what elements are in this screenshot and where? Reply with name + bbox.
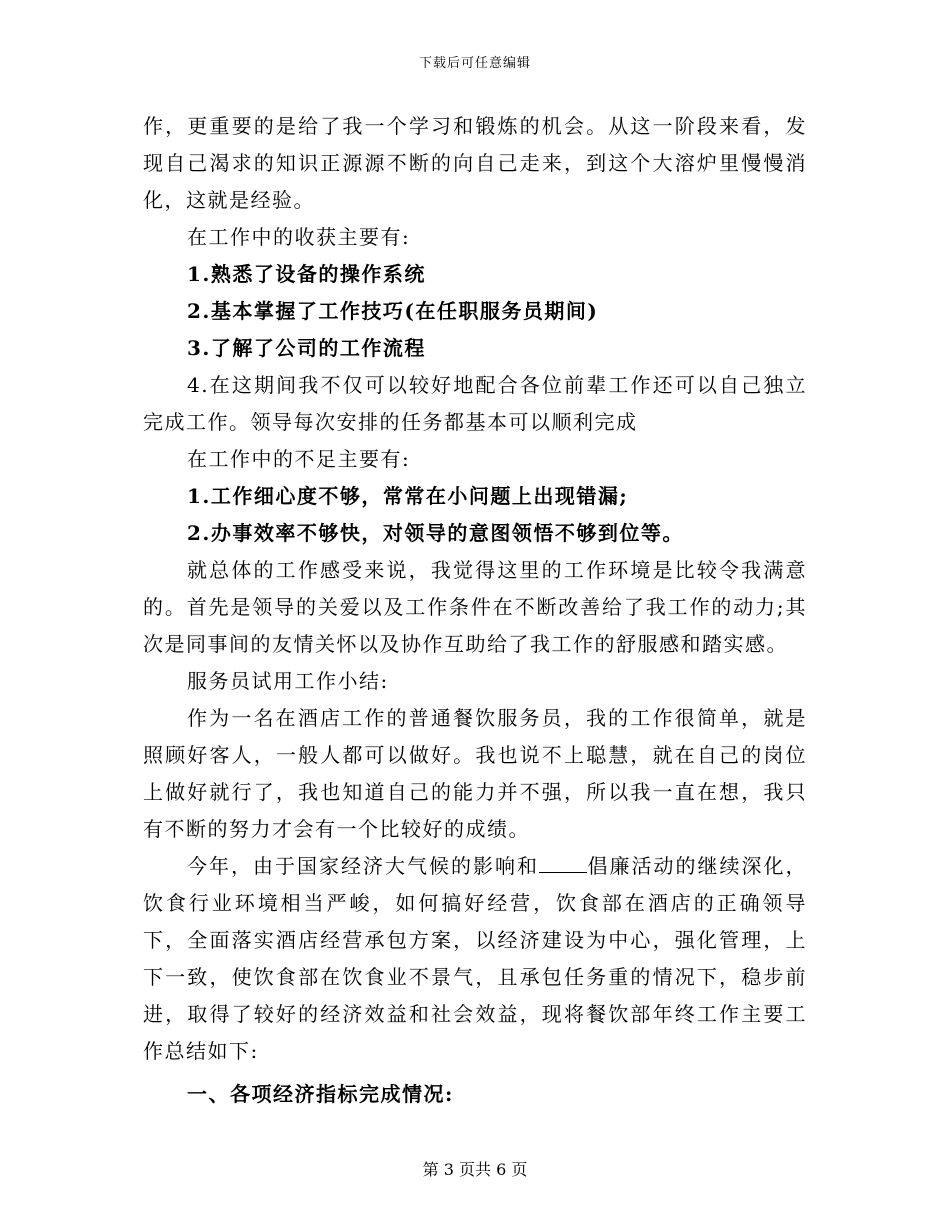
- paragraph-continuation: 作，更重要的是给了我一个学习和锻炼的机会。从这一阶段来看，发现自己渴求的知识正源源不断的向自己走来，到这个大溶炉里慢慢消化，这就是经验。: [143, 114, 807, 212]
- section-heading-economic-indicators: 一、各项经济指标完成情况:: [187, 1082, 454, 1106]
- gains-intro: 在工作中的收获主要有:: [187, 225, 411, 249]
- annual-summary-paragraph: [143, 848, 807, 1070]
- overall-feeling-paragraph: 就总体的工作感受来说，我觉得这里的工作环境是比较令我满意的。首先是领导的关爱以及工作条件在不断改善给了我工作的动力;其次是同事间的友情关怀以及协作互助给了我工作的舒服感和踏实感。: [143, 558, 807, 656]
- shortcoming-item-2: 2.办事效率不够快，对领导的意图领悟不够到位等。: [187, 521, 684, 545]
- fill-in-blank: [539, 854, 587, 873]
- annual-summary-text-after: 倡廉活动的继续深化，饮食行业环境相当严峻，如何搞好经营，饮食部在酒店的正确领导下，全面落实酒店经营承包方案，以经济建设为中心，强化管理，上下一致，使饮食部在饮食业不景气，且承包任务重的情况下，稳步前进，取得了较好的经济效益和社会效益，现将餐饮部年终工作主要工作总结如下:: [143, 854, 807, 1063]
- page-header: 下载后可任意编辑: [418, 56, 531, 71]
- gain-item-2: 2.基本掌握了工作技巧(在任职服务员期间): [187, 299, 599, 323]
- section-title-waiter-summary: 服务员试用工作小结:: [187, 669, 389, 693]
- page-footer: 第 3 页共 6 页: [422, 1160, 528, 1179]
- annual-summary-text-before: 今年，由于国家经济大气候的影响和: [187, 854, 539, 878]
- gain-item-4: 4.在这期间我不仅可以较好地配合各位前辈工作还可以自己独立完成工作。领导每次安排的任务都基本可以顺利完成: [143, 373, 807, 434]
- gain-item-1: 1.熟悉了设备的操作系统: [187, 262, 426, 286]
- shortcoming-item-1: 1.工作细心度不够，常常在小问题上出现错漏;: [187, 484, 629, 508]
- waiter-summary-paragraph: 作为一名在酒店工作的普通餐饮服务员，我的工作很简单，就是照顾好客人，一般人都可以做好。我也说不上聪慧，就在自己的岗位上做好就行了，我也知道自己的能力并不强，所以我一直在想，我只有不断的努力才会有一个比较好的成绩。: [143, 706, 807, 841]
- gain-item-3: 3.了解了公司的工作流程: [187, 336, 426, 360]
- document-body: [143, 108, 807, 1113]
- shortcomings-intro: 在工作中的不足主要有:: [187, 447, 411, 471]
